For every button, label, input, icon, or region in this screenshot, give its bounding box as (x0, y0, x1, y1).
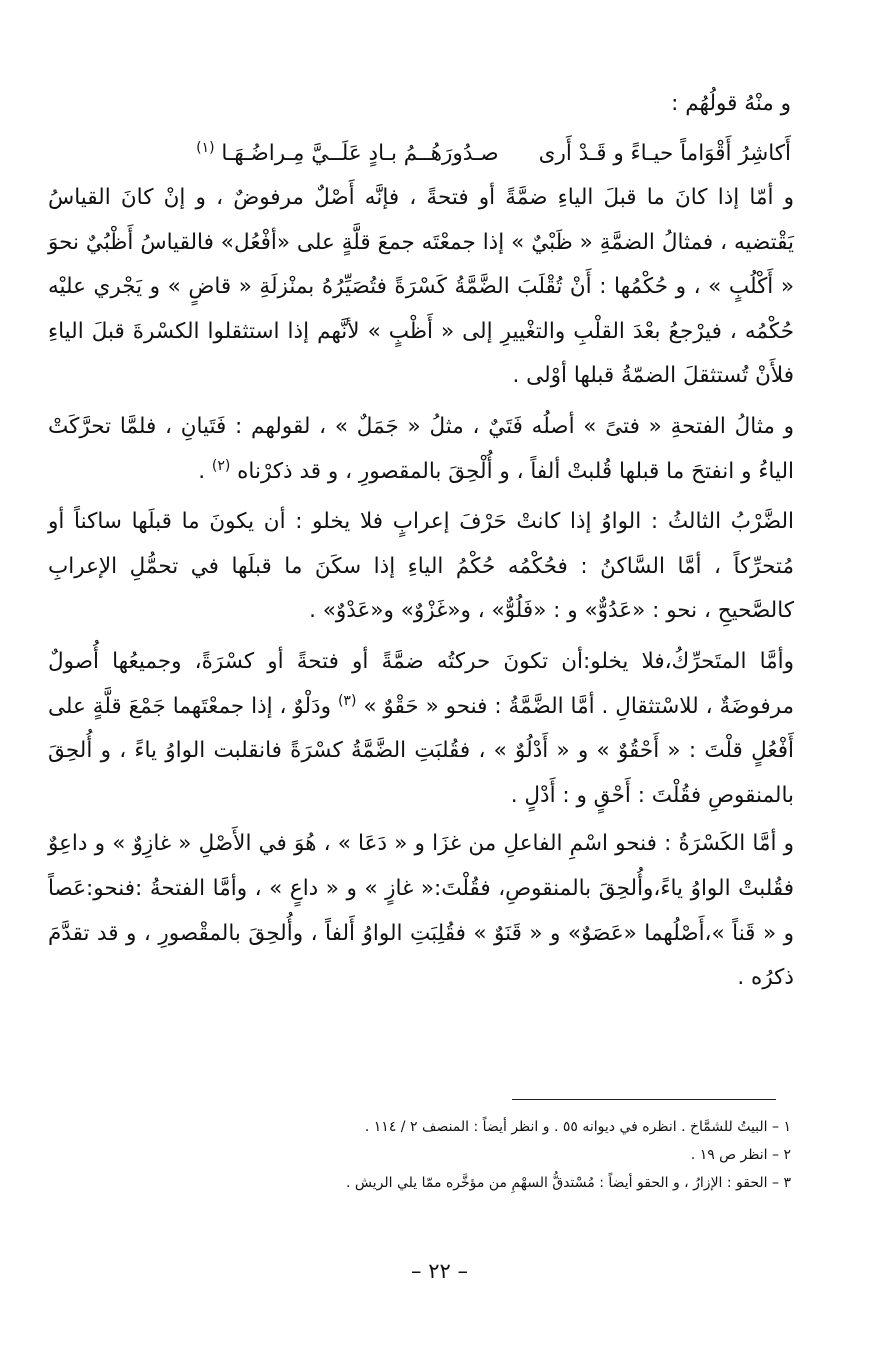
poetry-verse (70, 132, 791, 176)
paragraph-text: و أمَّا الكَسْرَةُ : فنحو اسْمِ الفاعلِ من غزَا و « دَعَا » ، هُوَ في الأَصْلِ « غازِوٌ » و داعِوٌ فقُلبتْ الواوُ ياءً،وأُلحِقَ بالمنقوصِ، فقُلْتَ:« غازٍ » و « داعٍ » ، وأمَّا الفتحةُ :فنحو:عَصاً و « قَناً »،أَصْلُهما «عَصَوٌ» و « قَنَوٌ » فقُلِبَتِ الواوُ أَلفاً ، وأُلحِقَ بالمقْصورِ ، و قد تقدَّمَ ذكرُه . (48, 831, 794, 991)
footnote-3: ٣ – الحقو : الإزارُ ، و الحقو أيضاً : مُسْتدقُّ السهْمِ من مؤخَّره ممّا يلي الريش . (346, 1175, 791, 1191)
paragraph (48, 176, 794, 399)
paragraph (48, 500, 794, 634)
paragraph-text: و أمّا إذا كانَ ما قبلَ الياءِ ضمَّةً أو فتحةً ، فإنَّه أَصْلٌ مرفوضٌ ، و إنْ كانَ القياسُ يَقْتضيه ، فمثالُ الضمَّةِ « ظَبْيٌ » إذا جمعْتَه جمعَ قلَّةٍ على «أفْعُل» فالقياسُ أَظْبُيٌ نحوَ « أَكْلُبٍ » ، و حُكْمُها : أَنْ تُقْلَبَ الضَّمَّةُ كَسْرَةً فتُصَيِّرُهُ بمنْزلَةِ « قاضٍ » و يَجْري عليْه حُكْمُه ، فيرْجعُ بعْدَ القلْبِ والتغْييرِ إلى « أَظْبٍ » لأنَّهم إذا استثقلوا الكسْرةَ قبلَ الياءِ فلأَنْ تُستثقلَ الضمّةُ قبلها أوْلى . (48, 185, 794, 389)
footnote-ref: (٢) (211, 457, 231, 474)
paragraph-text: الضَّرْبُ الثالثُ : الواوُ إذا كانتْ حَرْفَ إعرابٍ فلا يخلو : أن يكونَ ما قبلَها ساكناً أو مُتحرِّكاً ، أمَّا السَّاكنُ : فحُكْمُه حُكْمُ الياءِ إذا سكَنَ ما قبلَها في تحمُّلِ الإعرابِ كالصَّحيحِ ، نحو : «عَدُوٌّ» و : «فَلُوٌّ» ، و«غَزْوٌ» و«عَدْوٌ» . (48, 509, 794, 624)
verse-second-hemistich (196, 132, 499, 176)
paragraph-text: وأمَّا المتَحرِّكُ،فلا يخلو:أن تكونَ حركتُه ضمَّةً أو فتحةً أو كسْرَةً، وجميعُها أُصولٌ مرفوضَةٌ ، للاسْتثقالِ . أمَّا الضَّمَّةُ : فنحو « حَقْوٌ » (48, 648, 794, 719)
verse-first-hemistich: أَكاشِرُ أَقْوَاماً حيـاءً و قَـدْ أَرى (538, 141, 791, 166)
footnote-divider (512, 1099, 776, 1100)
paragraph (48, 822, 794, 1000)
footnote-2: ٢ – انظر ص ١٩ . (690, 1147, 791, 1163)
paragraph (48, 405, 794, 494)
paragraph-text: . (198, 458, 212, 484)
footnote-ref-1: (١) (196, 139, 215, 156)
paragraph-text: و مثالُ الفتحةِ « فتىً » أصلُه فَتَيٌ ، مثلُ « جَمَلٌ » ، لقولهم : فَتَيانِ ، فلمَّا تحرَّكَتْ الياءُ و انفتحَ ما قبلها قُلبتْ ألفاً ، و أُلْحِقَ بالمقصورِ ، و قد ذكرْناه (48, 413, 794, 484)
paragraph (48, 640, 794, 818)
paragraph-text: ودَلْوٌ ، إذا جمعْتَهما جَمْعَ قلَّةٍ على أَفْعُلٍ قلْتَ : « أَحْقُوٌ » و « أَدْلُوٌ » ، فقُلبَتِ الضَّمَّةُ كسْرَةً فانقلبت الواوُ ياءً ، و أُلحِقَ بالمنقوصِ فقُلْتَ : أَحْقٍ و : أَدْلٍ . (48, 693, 794, 808)
footnote-1: ١ – البيتُ للشمَّاخ . انظره في ديوانه ٥٥ . و انظر أيضاً : المنصف ٢ / ١١٤ . (364, 1119, 791, 1135)
intro-line: و منْهُ قولُهُم : (671, 91, 791, 116)
footnote-ref: (٣) (337, 692, 357, 709)
body-text (48, 176, 794, 1001)
verse-second-hemistich-text: صـدُورَهُــمُ بـادٍ عَلَــيَّ مِـراضُـهَـا (221, 141, 499, 166)
footnotes (120, 1113, 791, 1197)
page-number: – ٢٢ – (411, 1259, 468, 1283)
